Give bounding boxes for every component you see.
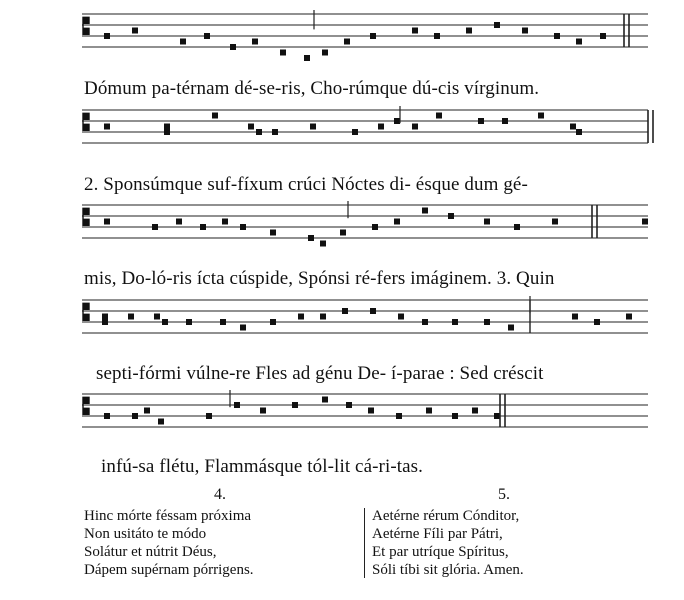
- neume-note: [436, 113, 442, 119]
- verse-5: [372, 507, 524, 579]
- neume-note: [272, 129, 278, 135]
- neume-note: [256, 129, 262, 135]
- neume-note: [600, 33, 606, 39]
- neume-note: [522, 28, 528, 34]
- neume-note: [484, 219, 490, 225]
- neume-note: [104, 219, 110, 225]
- clef-icon: [83, 113, 89, 131]
- neume-note: [132, 28, 138, 34]
- clef-icon: [83, 303, 89, 321]
- verse-4-line-3: Solátur et nútrit Déus,: [84, 544, 217, 560]
- neume-note: [412, 124, 418, 130]
- neume-note: [206, 413, 212, 419]
- neume-note: [576, 39, 582, 45]
- verse-5-line-3: Et par utríque Spíritus,: [372, 544, 509, 560]
- verse-number-5: 5.: [498, 486, 510, 503]
- neume-note: [514, 224, 520, 230]
- verse-4-line-1: Hinc mórte féssam próxima: [84, 508, 252, 524]
- staff-2-notation: [82, 110, 648, 170]
- neume-note: [538, 113, 544, 119]
- neume-note: [322, 50, 328, 56]
- neume-note: [398, 314, 404, 320]
- neume-note: [570, 124, 576, 130]
- lyric-line-2: 2. Sponsúmque suf-fíxum crúci Nóctes di- ésque dum gé-: [84, 174, 528, 195]
- neume-note: [368, 408, 374, 414]
- neume-note: [448, 213, 454, 219]
- neume-note: [248, 124, 254, 130]
- neume-note: [270, 319, 276, 325]
- lyric-line-4: septi-fórmi vúlne-re Fles ad génu De- í-parae : Sed créscit: [96, 363, 544, 384]
- neume-note: [642, 219, 648, 225]
- neume-note: [422, 319, 428, 325]
- clef-icon: [83, 397, 89, 415]
- neume-note: [270, 230, 276, 236]
- staff-1: [82, 14, 648, 62]
- neume-note: [552, 219, 558, 225]
- neume-note: [554, 33, 560, 39]
- neume-note: [626, 314, 632, 320]
- neume-note: [292, 402, 298, 408]
- neume-note: [280, 50, 286, 56]
- neume-note: [370, 308, 376, 314]
- staff-5-notation: [82, 394, 648, 454]
- neume-note: [102, 319, 108, 325]
- verse-4: [84, 507, 254, 579]
- neume-note: [200, 224, 206, 230]
- neume-note: [144, 408, 150, 414]
- staff-4: [82, 300, 648, 348]
- neume-note: [230, 44, 236, 50]
- staff-3: [82, 205, 648, 253]
- verse-5-line-4: Sóli tíbi sit glória. Amen.: [372, 562, 524, 578]
- neume-note: [494, 22, 500, 28]
- staff-1-notation: [82, 14, 648, 74]
- lyric-line-5: infú-sa flétu, Flammásque tól-lit cá-ri-tas.: [101, 456, 424, 477]
- neume-note: [240, 325, 246, 331]
- neume-note: [472, 408, 478, 414]
- verse-4-line-2: Non usitáto te módo: [84, 526, 207, 542]
- neume-note: [104, 33, 110, 39]
- neume-note: [222, 219, 228, 225]
- neume-note: [466, 28, 472, 34]
- neume-note: [576, 129, 582, 135]
- neume-note: [102, 314, 108, 320]
- neume-note: [104, 124, 110, 130]
- neume-note: [220, 319, 226, 325]
- verse-4-line-4: Dápem supérnam pórrigens.: [84, 562, 254, 578]
- neume-note: [180, 39, 186, 45]
- neume-note: [342, 308, 348, 314]
- lyric-line-1: Dómum pa-térnam dé-se-ris, Cho-rúmque dú-cis vírginum.: [84, 78, 540, 99]
- neume-note: [434, 33, 440, 39]
- neume-note: [320, 314, 326, 320]
- staff-3-notation: [82, 205, 648, 265]
- neume-note: [320, 241, 326, 247]
- neume-note: [304, 55, 310, 61]
- neume-note: [164, 129, 170, 135]
- neume-note: [344, 39, 350, 45]
- staff-4-notation: [82, 300, 648, 360]
- neume-note: [132, 413, 138, 419]
- neume-note: [478, 118, 484, 124]
- neume-note: [234, 402, 240, 408]
- verse-5-line-1: Aetérne rérum Cónditor,: [372, 508, 520, 524]
- neume-note: [422, 208, 428, 214]
- verse-number-4: 4.: [214, 486, 226, 503]
- neume-note: [260, 408, 266, 414]
- neume-note: [128, 314, 134, 320]
- neume-note: [310, 124, 316, 130]
- neume-note: [154, 314, 160, 320]
- neume-note: [412, 28, 418, 34]
- neume-note: [204, 33, 210, 39]
- neume-note: [240, 224, 246, 230]
- neume-note: [298, 314, 304, 320]
- neume-note: [340, 230, 346, 236]
- neume-note: [502, 118, 508, 124]
- neume-note: [572, 314, 578, 320]
- neume-note: [252, 39, 258, 45]
- neume-note: [370, 33, 376, 39]
- clef-icon: [83, 208, 89, 226]
- clef-icon: [83, 17, 89, 35]
- neume-note: [378, 124, 384, 130]
- neume-note: [452, 319, 458, 325]
- lyric-line-3: mis, Do-ló-ris ícta cúspide, Spónsi ré-fers imáginem. 3. Quin: [84, 268, 555, 289]
- neume-note: [452, 413, 458, 419]
- column-divider: [364, 508, 365, 578]
- neume-note: [322, 397, 328, 403]
- neume-note: [308, 235, 314, 241]
- neume-note: [152, 224, 158, 230]
- neume-note: [396, 413, 402, 419]
- neume-note: [594, 319, 600, 325]
- staff-5: [82, 394, 648, 442]
- neume-note: [426, 408, 432, 414]
- neume-note: [372, 224, 378, 230]
- neume-note: [346, 402, 352, 408]
- neume-note: [186, 319, 192, 325]
- neume-note: [212, 113, 218, 119]
- neume-note: [394, 118, 400, 124]
- neume-note: [104, 413, 110, 419]
- neume-note: [494, 413, 500, 419]
- verse-5-line-2: Aetérne Fíli par Pátri,: [372, 526, 503, 542]
- neume-note: [158, 419, 164, 425]
- neume-note: [352, 129, 358, 135]
- neume-note: [484, 319, 490, 325]
- staff-2: [82, 110, 648, 158]
- neume-note: [164, 124, 170, 130]
- neume-note: [176, 219, 182, 225]
- neume-note: [508, 325, 514, 331]
- neume-note: [162, 319, 168, 325]
- neume-note: [394, 219, 400, 225]
